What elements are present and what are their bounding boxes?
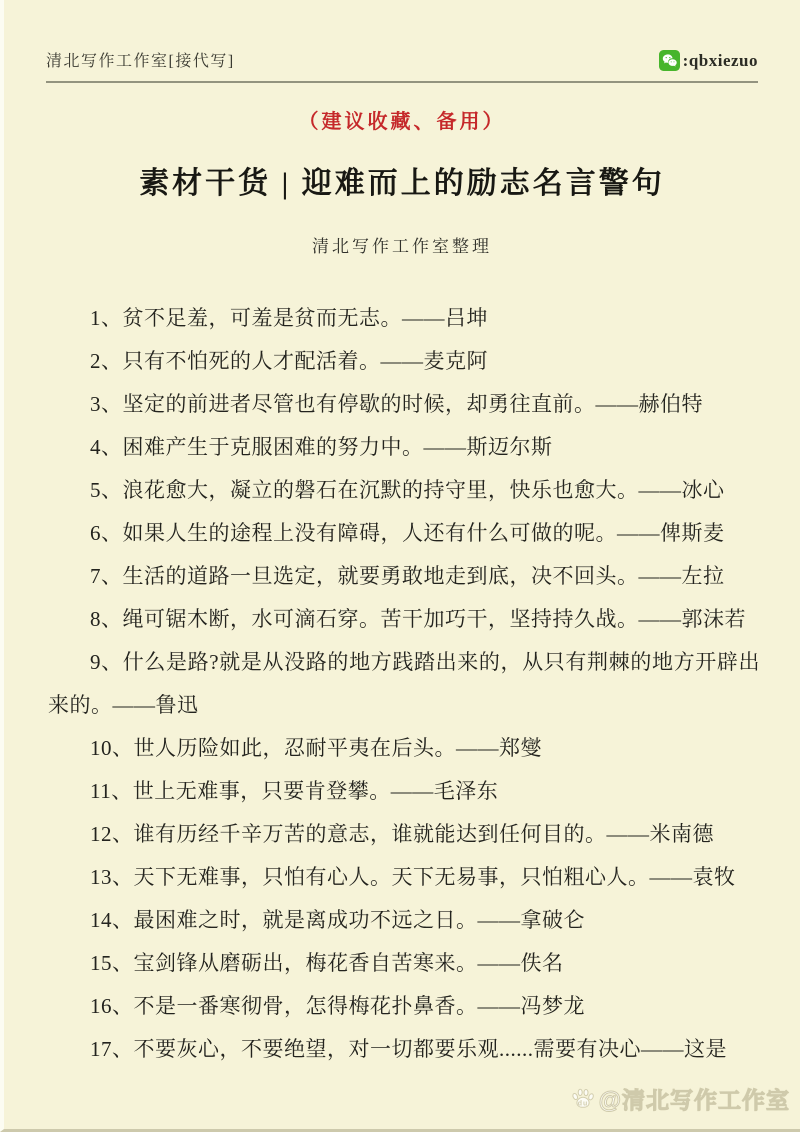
quote-line: 7、生活的道路一旦选定，就要勇敢地走到底，决不回头。——左拉	[90, 564, 725, 588]
quote-line: 11、世上无难事，只要肯登攀。——毛泽东	[90, 779, 499, 803]
quote-line: 6、如果人生的途程上没有障碍，人还有什么可做的呢。——俾斯麦	[90, 521, 725, 545]
quote-line: 9、什么是路?就是从没路的地方践踏出来的，从只有荆棘的地方开辟出来的。——鲁迅	[48, 650, 760, 717]
quotes-list	[48, 297, 760, 1071]
studio-name: 清北写作工作室[接代写]	[46, 53, 235, 70]
svg-text:du: du	[577, 1100, 588, 1107]
quote-line: 17、不要灰心，不要绝望，对一切都要乐观......需要有决心——这是	[90, 1037, 727, 1061]
quote-line: 2、只有不怕死的人才配活着。——麦克阿	[90, 349, 488, 373]
watermark	[570, 1082, 790, 1115]
notice-text: （建议收藏、备用）	[298, 111, 506, 133]
quote-line: 10、世人历险如此，忍耐平夷在后头。——郑燮	[90, 736, 542, 760]
quote-line: 14、最困难之时，就是离成功不远之日。——拿破仑	[90, 908, 585, 932]
subtitle: 清北写作工作室整理	[312, 237, 492, 256]
quote-line: 16、不是一番寒彻骨，怎得梅花扑鼻香。——冯梦龙	[90, 994, 585, 1018]
wechat-icon	[659, 50, 680, 71]
baidu-paw-icon	[570, 1086, 596, 1112]
quote-line: 3、坚定的前进者尽管也有停歇的时候，却勇往直前。——赫伯特	[90, 392, 703, 416]
header-divider	[46, 81, 758, 83]
wechat-id: :qbxiezuo	[682, 50, 758, 70]
quote-line: 12、谁有历经千辛万苦的意志，谁就能达到任何目的。——米南德	[90, 822, 714, 846]
page-header	[4, 0, 800, 71]
quote-line: 8、绳可锯木断，水可滴石穿。苦干加巧干，坚持持久战。——郭沫若	[90, 607, 746, 631]
quote-line: 4、困难产生于克服困难的努力中。——斯迈尔斯	[90, 435, 553, 459]
page-title: 素材干货 | 迎难而上的励志名言警句	[139, 167, 665, 200]
quote-line: 15、宝剑锋从磨砺出，梅花香自苦寒来。——佚名	[90, 951, 564, 975]
wechat-contact	[659, 50, 758, 71]
quote-line: 5、浪花愈大，凝立的磐石在沉默的持守里，快乐也愈大。——冰心	[90, 478, 725, 502]
watermark-text: @清北写作工作室	[598, 1087, 790, 1113]
quote-line: 13、天下无难事，只怕有心人。天下无易事，只怕粗心人。——袁牧	[90, 865, 736, 889]
quote-line: 1、贫不足羞，可羞是贫而无志。——吕坤	[90, 306, 488, 330]
